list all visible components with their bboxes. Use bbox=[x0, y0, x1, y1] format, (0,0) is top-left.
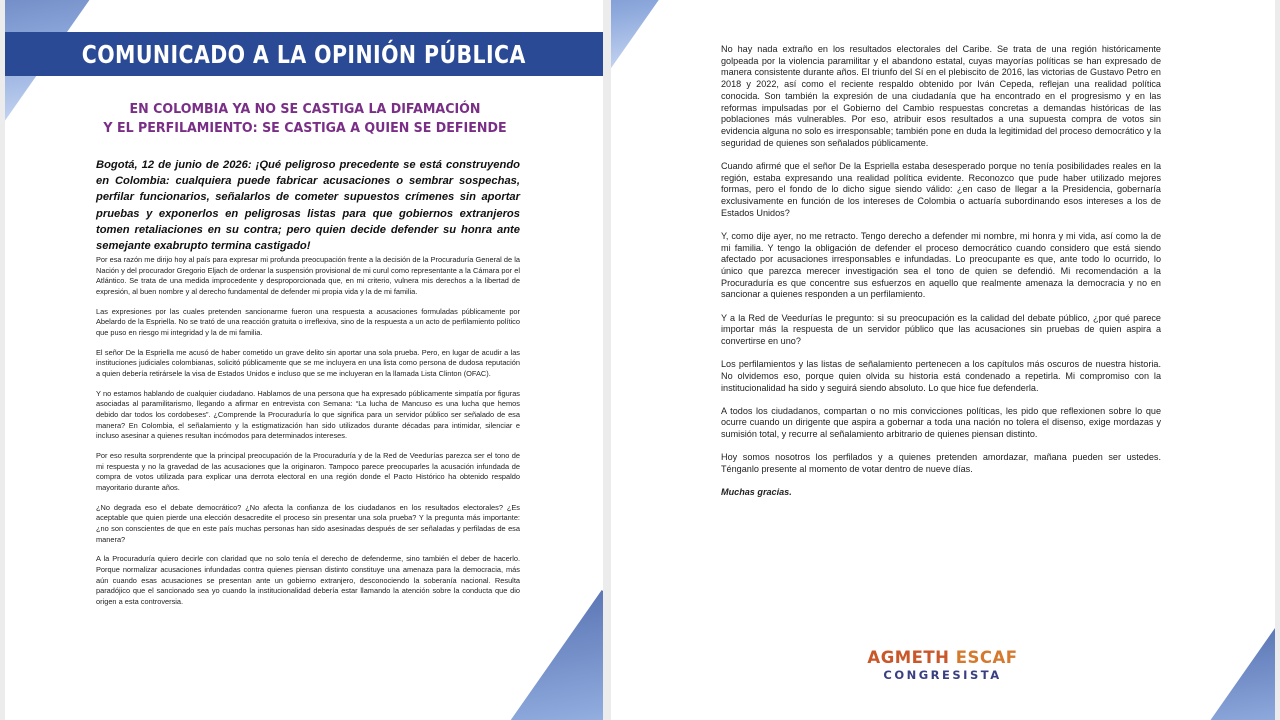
left-document-page bbox=[5, 0, 603, 720]
logo-name-last: ESCAF bbox=[955, 648, 1018, 667]
subtitle-line-2: Y EL PERFILAMIENTO: SE CASTIGA A QUIEN SE DEFIENDE bbox=[103, 121, 507, 136]
right-body-text bbox=[721, 44, 1161, 511]
paragraph: Y no estamos hablando de cualquier ciudadano. Hablamos de una persona que ha expresado públicamente simpatía por figuras asociadas al paramilitarismo, llegando a afirmar en entrevista con Semana: “La lucha de Mancuso es una lucha que hemos debido dar todos los cordobeses”. ¿Comprende la Procuraduría lo que significa para un servidor público ser señalado de esa manera? En Colombia, el señalamiento y la estigmatización han sido utilizados durante décadas para intimidar, silenciar e incluso asesinar a quienes resultan incómodos para determinados intereses. bbox=[96, 388, 520, 441]
paragraph: Y, como dije ayer, no me retracto. Tengo derecho a defender mi nombre, mi honra y mi vida, así como la de mi familia. Y tengo la obligación de defender el proceso democrático cuando considero que está siendo afectado por acusaciones irresponsables e infundadas. Lo preocupante es que, ante todo lo ocurrido, lo único que parezca merecer investigación sea el tono de quien se defendió. Mi recomendación a la Procuraduría es que concentre sus esfuerzos en aquello que realmente amenaza la democracia y no en sancionar a quienes responden a un perfilamiento. bbox=[721, 230, 1161, 300]
left-body-text bbox=[96, 255, 520, 617]
paragraph: Por eso resulta sorprendente que la principal preocupación de la Procuraduría y de la Red de Veedurías parezca ser el tono de mi respuesta y no la gravedad de las acusaciones que la originaron. Tampoco parece preocuparles la acusación infundada de compra de votos utilizada para explicar una derrota electoral en una región donde el Pacto Histórico ha obtenido respaldo mayoritario durante años. bbox=[96, 451, 520, 492]
paragraph: Los perfilamientos y las listas de señalamiento pertenecen a los capítulos más oscuros de nuestra historia. No olvidemos eso, porque quien olvida su historia está condenado a repetirla. Mi compromiso con la institucionalidad ha sido y seguirá siendo absoluto. Lo que hice fue defenderla. bbox=[721, 359, 1161, 393]
decorative-stripe-top bbox=[611, 0, 679, 69]
logo-name bbox=[860, 648, 1025, 667]
paragraph: ¿No degrada eso el debate democrático? ¿No afecta la confianza de los ciudadanos en los resultados electorales? ¿Es aceptable que quien pierde una elección desacredite el proceso sin presentar una sola prueba? Y la pregunta más importante: ¿no son conscientes de que en este país muchas personas han sido asesinadas después de ser señaladas y perfiladas de esa manera? bbox=[96, 502, 520, 544]
decorative-stripe-bottom bbox=[510, 590, 603, 720]
paragraph: A todos los ciudadanos, compartan o no mis convicciones políticas, les pido que reflexionen sobre lo que ocurre cuando un dirigente que aspira a gobernar a toda una nación no tolera el disenso, exige mordazas y sumisión total, y recurre al señalamiento arbitrario de quienes piensan distinto. bbox=[721, 405, 1161, 440]
lead-paragraph: Bogotá, 12 de junio de 2026: ¡Qué peligroso precedente se está construyendo en Colombia: cualquiera puede fabricar acusaciones o sembrar sospechas, perfilar funcionarios, señalarlos de cometer supuestos crímenes sin aportar pruebas y exponerlos en peligrosas listas para que gobiernos extranjeros tomen retaliaciones en su contra; pero quien decide defender su honra ante semejante exabrupto termina castigado! bbox=[96, 159, 520, 253]
paragraph: No hay nada extraño en los resultados electorales del Caribe. Se trata de una región históricamente golpeada por la violencia paramilitar y el abandono estatal, cuyas mayorías políticas se han expresado de manera consistente durante años. El triunfo del Sí en el plebiscito de 2016, las victorias de Gustavo Petro en 2018 y 2022, así como el reciente respaldo obtenido por Iván Cepeda, reflejan una realidad política conocida. Son también la expresión de una ciudadanía que ha encontrado en el progresismo y en las reformas impulsadas por el Gobierno del Cambio respuestas concretas a demandas históricas de las poblaciones más vulnerables. Por eso, atribuir esos resultados a una supuesta compra de votos sin evidencia alguna no solo es irresponsable; también pone en duda la legitimidad del proceso democrático y la seguridad de quienes son señalados públicamente. bbox=[721, 44, 1161, 148]
paragraph: Las expresiones por las cuales pretenden sancionarme fueron una respuesta a acusaciones formuladas públicamente por Abelardo de la Espriella. No se trató de una reacción gratuita o irreflexiva, sino de la respuesta a un acto de perfilamiento político que puso en riesgo mi integridad y la de mi familia. bbox=[96, 306, 520, 337]
paragraph: Cuando afirmé que el señor De la Espriella estaba desesperado porque no tenía posibilidades reales en la región, estaba expresando una realidad política evidente. Reconozco que pude haber utilizado mejores formas, pero el fondo de lo dicho sigue siendo válido: ¿en caso de llegar a la Presidencia, gobernaría exclusivamente en función de los intereses de Colombia o actuaría subordinando esos intereses a los de Estados Unidos? bbox=[721, 160, 1161, 218]
paragraph: Por esa razón me dirijo hoy al país para expresar mi profunda preocupación frente a la decisión de la Procuraduría General de la Nación y del procurador Gregorio Eljach de ordenar la suspensión provisional de mi curul como representante a la Cámara por el Atlántico. Se trata de una medida improcedente y desproporcionada que, en mi criterio, vulnera mis derechos a la libertad de expresión, al buen nombre y al derecho fundamental de defender mi propia vida y la de mi familia. bbox=[96, 255, 520, 296]
paragraph: Y a la Red de Veedurías le pregunto: si su preocupación es la calidad del debate público, ¿por qué parece importar más la respuesta de un servidor público que las acusaciones sin pruebas de quien aspira a convertirse en uno? bbox=[721, 312, 1161, 346]
subtitle bbox=[45, 100, 565, 138]
banner-title: COMUNICADO A LA OPINIÓN PÚBLICA bbox=[5, 32, 603, 76]
logo-role: CONGRESISTA bbox=[883, 668, 1002, 682]
paragraph: El señor De la Espriella me acusó de haber cometido un grave delito sin aportar una sola prueba. Pero, en lugar de acudir a las instituciones judiciales colombianas, solicitó públicamente que se me incluyera en una lista como persona de dudosa reputación a quien debería retirársele la visa de Estados Unidos e incluso que se me incluyeran en la llamada Lista Clinton (OFAC). bbox=[96, 347, 520, 378]
paragraph: A la Procuraduría quiero decirle con claridad que no solo tenía el derecho de defenderme, sino también el deber de hacerlo. Porque normalizar acusaciones infundadas contra quienes piensan distinto constituye una amenaza para la democracia, más aún cuando esas acusaciones se presentan ante un gobierno extranjero, desconociendo la soberanía nacional. Resulta paradójico que el sancionado sea yo cuando la institucionalidad debería estar llamando la atención sobre la conducta que dio origen a esta controversia. bbox=[96, 554, 520, 606]
closing-line: Muchas gracias. bbox=[721, 487, 792, 498]
signature-logo bbox=[860, 648, 1025, 682]
decorative-stripe-bottom bbox=[1202, 626, 1275, 720]
logo-name-first: AGMETH bbox=[867, 648, 950, 667]
paragraph: Hoy somos nosotros los perfilados y a quienes pretenden amordazar, mañana pueden ser ustedes. Ténganlo presente al momento de votar dentro de nueve días. bbox=[721, 452, 1161, 475]
right-document-page bbox=[611, 0, 1275, 720]
subtitle-line-1: EN COLOMBIA YA NO SE CASTIGA LA DIFAMACIÓN bbox=[129, 102, 481, 117]
